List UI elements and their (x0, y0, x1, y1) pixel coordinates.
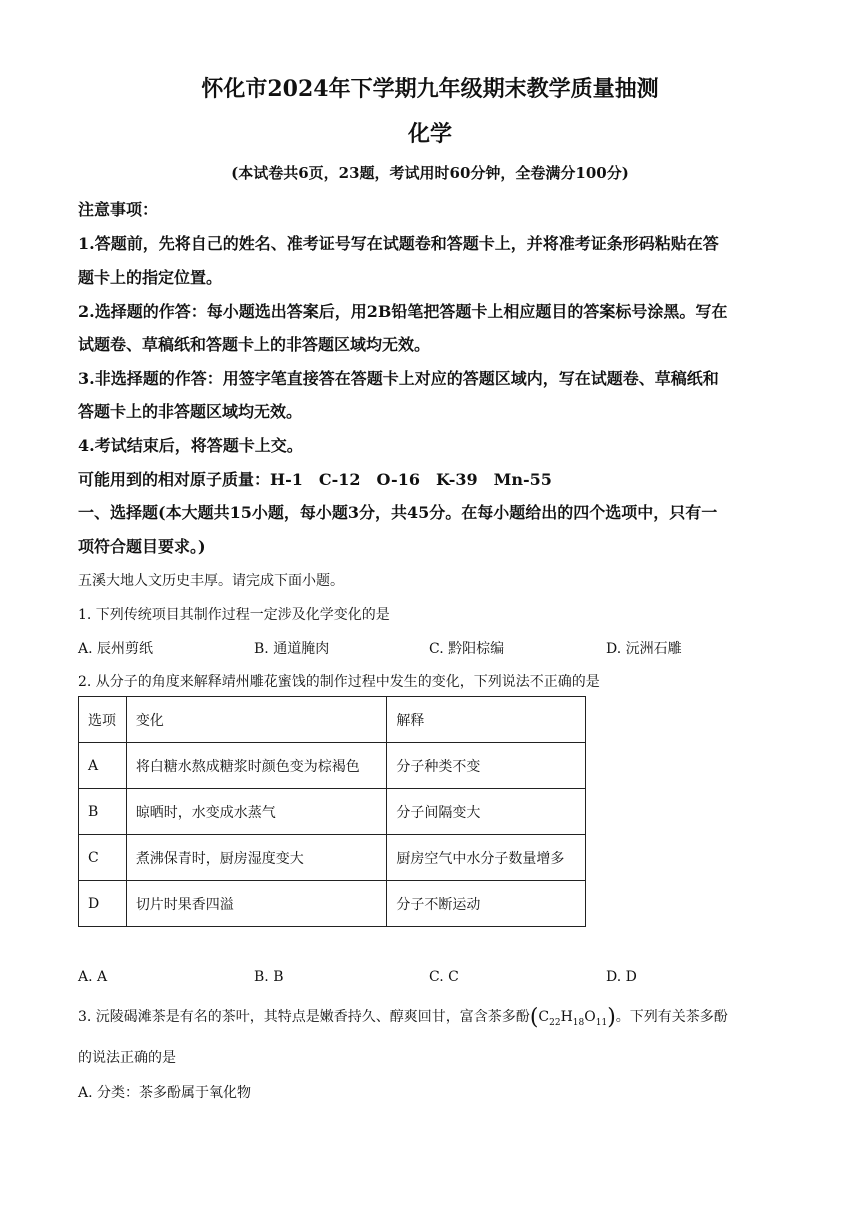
table-row (79, 743, 586, 789)
table-cell: C (79, 835, 127, 881)
q3-stem-text: 3. 沅陵碣滩茶是有名的茶叶，其特点是嫩香持久、醇爽回甘，富含茶多酚 (78, 1009, 530, 1025)
notice-item-2: 2.选择题的作答：每小题选出答案后，用2B铅笔把答题卡上相应题目的答案标号涂黑。写在 (78, 302, 728, 321)
tea-polyphenol-formula: $(C_{22}H_{18}O_{11})$ (529, 1005, 616, 1030)
q2-table (78, 696, 586, 927)
exam-info: (本试卷共6页，23题，考试用时60分钟，全卷满分100分) (231, 164, 629, 182)
section-heading: 一、选择题(本大题共15小题，每小题3分，共45分。在每小题给出的四个选项中，只有一 (78, 503, 718, 522)
notice-item-2-cont: 试题卷、草稿纸和答题卡上的非答题区域均无效。 (78, 335, 431, 354)
table-cell: 分子不断运动 (387, 881, 586, 927)
table-cell: 厨房空气中水分子数量增多 (387, 835, 586, 881)
table-row (79, 835, 586, 881)
exam-title: 怀化市2024年下学期九年级期末教学质量抽测 (201, 76, 659, 102)
notice-item-1: 1.答题前，先将自己的姓名、准考证号写在试题卷和答题卡上，并将准考证条形码粘贴在答 (78, 234, 719, 253)
notice-item-3-cont: 答题卡上的非答题区域均无效。 (78, 402, 303, 421)
q2-stem: 2. 从分子的角度来解释靖州雕花蜜饯的制作过程中发生的变化，下列说法不正确的是 (78, 674, 600, 690)
table-cell: 分子种类不变 (387, 743, 586, 789)
notice-item-1-cont: 题卡上的指定位置。 (78, 268, 223, 287)
q1-option-a: A. 辰州剪纸 (78, 641, 154, 657)
q1-stem: 1. 下列传统项目其制作过程一定涉及化学变化的是 (78, 607, 390, 623)
notice-heading: 注意事项： (78, 200, 159, 219)
table-cell: 分子间隔变大 (387, 789, 586, 835)
table-header-row (79, 697, 586, 743)
atomic-mass-line: 可能用到的相对原子质量：H-1 C-12 O-16 K-39 Mn-55 (78, 470, 552, 489)
notice-item-3: 3.非选择题的作答：用签字笔直接答在答题卡上对应的答题区域内，写在试题卷、草稿纸和 (78, 369, 719, 388)
q3-stem-line2: 的说法正确的是 (78, 1050, 176, 1066)
table-cell: A (79, 743, 127, 789)
table-cell: 煮沸保青时，厨房湿度变大 (126, 835, 387, 881)
q3-option-a: A. 分类：茶多酚属于氧化物 (78, 1085, 252, 1101)
table-header-cell: 变化 (126, 697, 387, 743)
table-row (79, 789, 586, 835)
q1-option-b: B. 通道腌肉 (254, 641, 330, 657)
subject-title: 化学 (407, 121, 452, 147)
table-cell: 将白糖水熬成糖浆时颜色变为棕褐色 (126, 743, 387, 789)
table-cell: 切片时果香四溢 (126, 881, 387, 927)
q3-stem (78, 1005, 728, 1030)
q2-option-d: D. D (606, 969, 637, 985)
table-row (79, 881, 586, 927)
section-heading-cont: 项符合题目要求。) (78, 537, 206, 556)
section-intro: 五溪大地人文历史丰厚。请完成下面小题。 (78, 573, 344, 589)
table-cell: B (79, 789, 127, 835)
table-header-cell: 选项 (79, 697, 127, 743)
q2-option-c: C. C (429, 969, 459, 985)
notice-item-4: 4.考试结束后，将答题卡上交。 (78, 436, 303, 455)
q2-option-b: B. B (254, 969, 284, 985)
q1-option-d: D. 沅洲石雕 (606, 641, 682, 657)
table-cell: 晾晒时，水变成水蒸气 (126, 789, 387, 835)
q1-option-c: C. 黔阳棕编 (429, 641, 505, 657)
table-cell: D (79, 881, 127, 927)
q3-stem-text-cont: 。下列有关茶多酚 (615, 1009, 728, 1025)
table-header-cell: 解释 (387, 697, 586, 743)
q2-option-a: A. A (78, 969, 108, 985)
